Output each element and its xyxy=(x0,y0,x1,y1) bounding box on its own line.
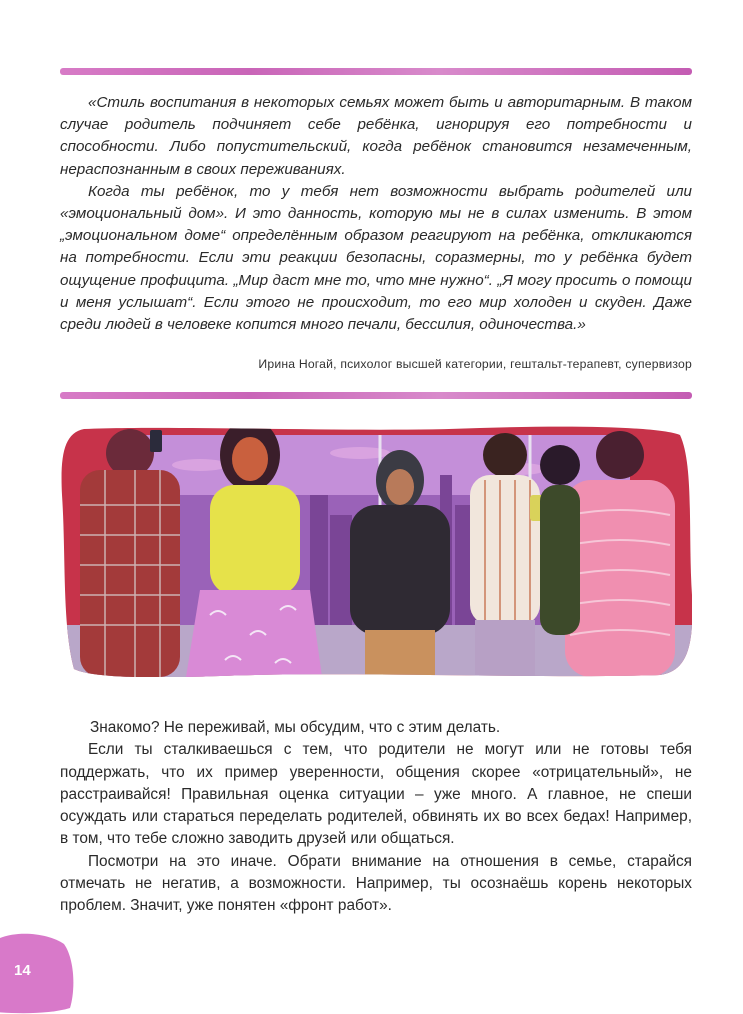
quote-block xyxy=(60,92,692,336)
body-paragraph: Посмотри на это иначе. Обрати внимание на отношения в семье, старайся отмечать не негатив, а возможности. Например, ты осознаёшь корень некоторых проблем. Значит, уже понятен «фронт работ». xyxy=(60,852,692,915)
quote-paragraph: Когда ты ребёнок, то у тебя нет возможности выбрать родителей или «эмоциональный дом». И это данность, которую мы не в силах изменить. В этом „эмоциональном доме“ определённым образом реагируют на ребёнка, откликаются на потребности. Если эти реакции безопасны, соразмерны, то у ребёнка будет ощущение профицита. „Мир даст мне то, что мне нужно“. „Я могу просить о помощи и меня услышат“. Если этого не происходит, то его мир холоден и скуден. Даже среди людей в человеке копится много печали, бессилия, одиночества.» xyxy=(60,182,692,334)
page-number-badge xyxy=(0,928,76,1014)
party-illustration xyxy=(60,425,692,677)
page-number: 14 xyxy=(14,962,31,979)
main-text xyxy=(60,717,692,918)
decorative-divider-top xyxy=(60,68,692,75)
quote-attribution: Ирина Ногай, психолог высшей категории, гештальт-терапевт, супервизор xyxy=(258,357,692,371)
body-paragraph: Знакомо? Не переживай, мы обсудим, что с этим делать. xyxy=(90,719,501,736)
body-paragraph: Если ты сталкиваешься с тем, что родители не могут или не готовы тебя поддержать, что их пример уверенности, общения скорее «отрицательный», не расстраивайся! Правильная оценка ситуации – уже много. А главное, не спеши осуждать или стараться переделать родителей, обвинять их во всех бедах! Например, в том, что тебе сложно заводить друзей или общаться. xyxy=(60,741,692,848)
quote-paragraph: «Стиль воспитания в некоторых семьях может быть и авторитарным. В таком случае родитель подчиняет себе ребёнка, игнорируя его потребности и способности. Либо попустительский, когда ребёнок становится незамеченным, нераспознанным в своих переживаниях. xyxy=(60,94,692,178)
decorative-divider-bottom xyxy=(60,392,692,399)
